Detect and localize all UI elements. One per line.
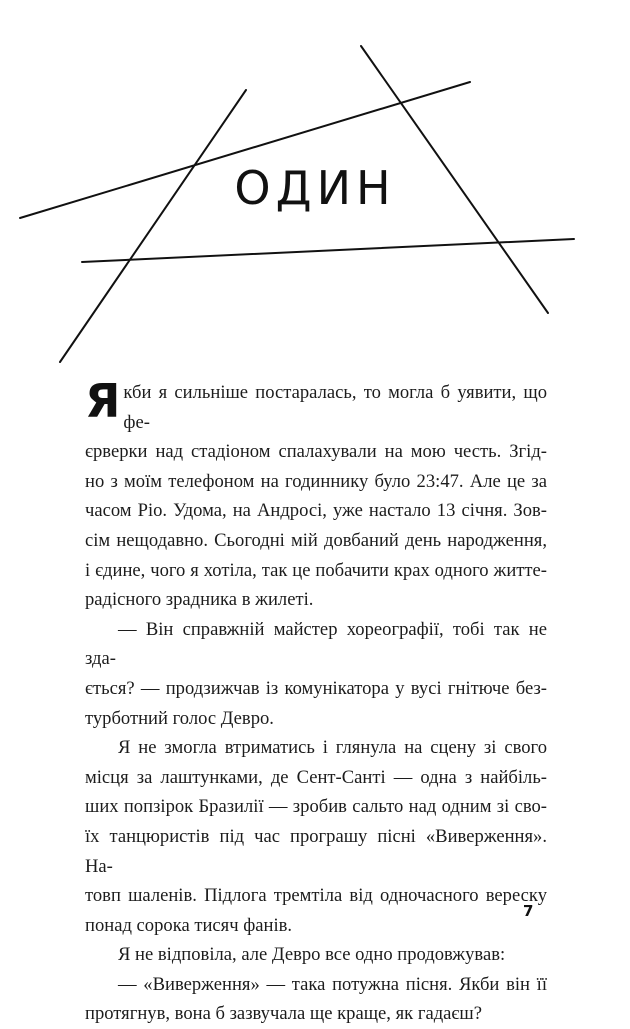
text-line: часом Ріо. Удома, на Андросі, уже настало 13 січня. Зов- <box>85 500 547 522</box>
text-line: сім нещодавно. Сьогодні мій довбаний день народження, <box>85 529 547 551</box>
text-line: Я не відповіла, але Деврo все одно продовжував: <box>118 944 506 966</box>
text-line: — Він справжній майстер хореографії, тобі так не зда- <box>85 618 547 670</box>
text-line: ється? — продзижчав із комунікатора у вусі гнітюче без- <box>85 677 547 699</box>
text-line: ших попзірок Бразилії — зробив сальто над одним зі сво- <box>85 796 547 818</box>
paragraph-2 <box>85 615 547 733</box>
text-line: кби я сильніше постаралась, то могла б уявити, що фе- <box>123 382 547 433</box>
text-line: турботний голос Деврo. <box>85 707 274 729</box>
text-line: єрверки над стадіоном спалахували на мою честь. Згід- <box>85 441 547 463</box>
text-line: місця за лаштунками, де Сент-Санті — одна з найбіль- <box>85 766 547 788</box>
page-number: 7 <box>523 902 534 920</box>
text-line: Я не змогла втриматись і глянула на сцену зі свого <box>118 737 547 759</box>
text-line: протягнув, вона б зазвучала ще краще, як гадаєш? <box>85 1003 482 1025</box>
paragraph-3 <box>85 733 547 940</box>
text-line: — «Виверження» — така потужна пісня. Якби він її <box>118 973 547 995</box>
drop-cap-letter: Я <box>85 374 121 428</box>
text-line: їх танцюристів під час програшу пісні «Виверження». На- <box>85 825 547 877</box>
paragraph-5 <box>85 970 547 1029</box>
decor-line-2 <box>60 90 246 362</box>
text-line: радісного зрадника в жилеті. <box>85 589 314 611</box>
text-line: товп шаленів. Підлога тремтіла від одночасного вереску <box>85 885 547 907</box>
chapter-title: ОДИН <box>234 161 396 215</box>
text-line: понад сорока тисяч фанів. <box>85 914 293 936</box>
decor-line-4 <box>82 239 574 262</box>
text-line: і єдине, чого я хотіла, так це побачити крах одного житте- <box>85 559 547 581</box>
paragraph-4 <box>85 940 547 970</box>
text-line: но з моїм телефоном на годиннику було 23:47. Але це за <box>85 470 547 492</box>
paragraph-1 <box>85 374 547 615</box>
body-text <box>85 374 547 1029</box>
